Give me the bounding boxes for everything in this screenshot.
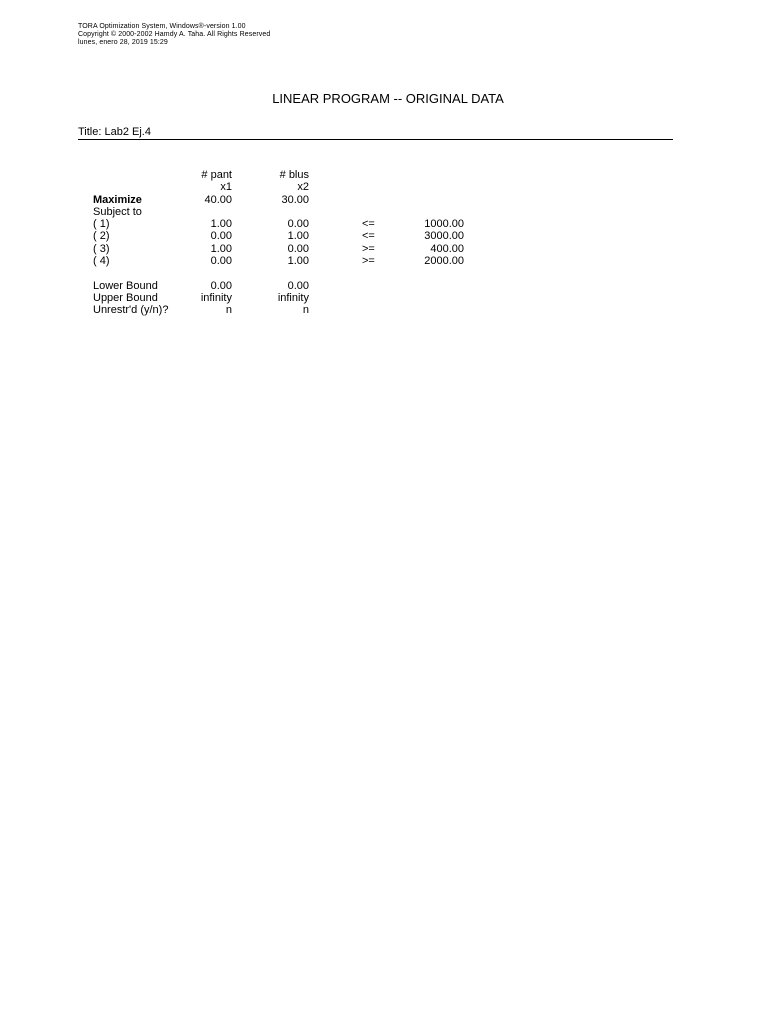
constraint-rhs: 2000.00 (424, 255, 464, 267)
constraint-label: ( 3) (93, 243, 110, 255)
header-program-line: TORA Optimization System, Windows®-version 1.00 (78, 23, 246, 30)
constraint-sign: >= (362, 243, 375, 255)
subject-to-label: Subject to (93, 206, 142, 218)
constraint-label: ( 4) (93, 255, 110, 267)
constraint-coef-x1: 0.00 (210, 255, 232, 267)
constraint-coef-x2: 0.00 (287, 218, 309, 230)
constraint-coef-x1: 1.00 (210, 243, 232, 255)
constraint-label: ( 1) (93, 218, 110, 230)
lower-bound-x2: 0.00 (287, 280, 309, 292)
header-date-line: lunes, enero 28, 2019 15:29 (78, 39, 168, 46)
var-symbol-x1: x1 (220, 181, 232, 193)
constraint-rhs: 3000.00 (424, 230, 464, 242)
constraint-sign: <= (362, 218, 375, 230)
lower-bound-x1: 0.00 (210, 280, 232, 292)
report-heading: LINEAR PROGRAM -- ORIGINAL DATA (272, 91, 504, 106)
upper-bound-label: Upper Bound (93, 292, 158, 304)
objective-label: Maximize (93, 194, 142, 206)
unrestricted-x2: n (302, 304, 309, 316)
constraint-rhs: 1000.00 (424, 218, 464, 230)
constraint-coef-x2: 0.00 (287, 243, 309, 255)
constraint-coef-x1: 0.00 (210, 230, 232, 242)
objective-coef-x1: 40.00 (204, 194, 232, 206)
constraint-coef-x2: 1.00 (287, 230, 309, 242)
constraint-coef-x1: 1.00 (210, 218, 232, 230)
lower-bound-label: Lower Bound (93, 280, 158, 292)
unrestricted-x1: n (225, 304, 232, 316)
title-divider (78, 139, 673, 140)
header-copyright-line: Copyright © 2000-2002 Hamdy A. Taha. All Rights Reserved (78, 31, 271, 38)
var-name-x1: # pant (201, 169, 232, 181)
constraint-sign: <= (362, 230, 375, 242)
constraint-sign: >= (362, 255, 375, 267)
constraint-coef-x2: 1.00 (287, 255, 309, 267)
constraint-rhs: 400.00 (430, 243, 464, 255)
upper-bound-x1: infinity (200, 292, 232, 304)
constraint-label: ( 2) (93, 230, 110, 242)
objective-coef-x2: 30.00 (281, 194, 309, 206)
unrestricted-label: Unrestr'd (y/n)? (93, 304, 169, 316)
upper-bound-x2: infinity (277, 292, 309, 304)
var-symbol-x2: x2 (297, 181, 309, 193)
var-name-x2: # blus (279, 169, 309, 181)
report-title-line: Title: Lab2 Ej.4 (78, 126, 151, 138)
